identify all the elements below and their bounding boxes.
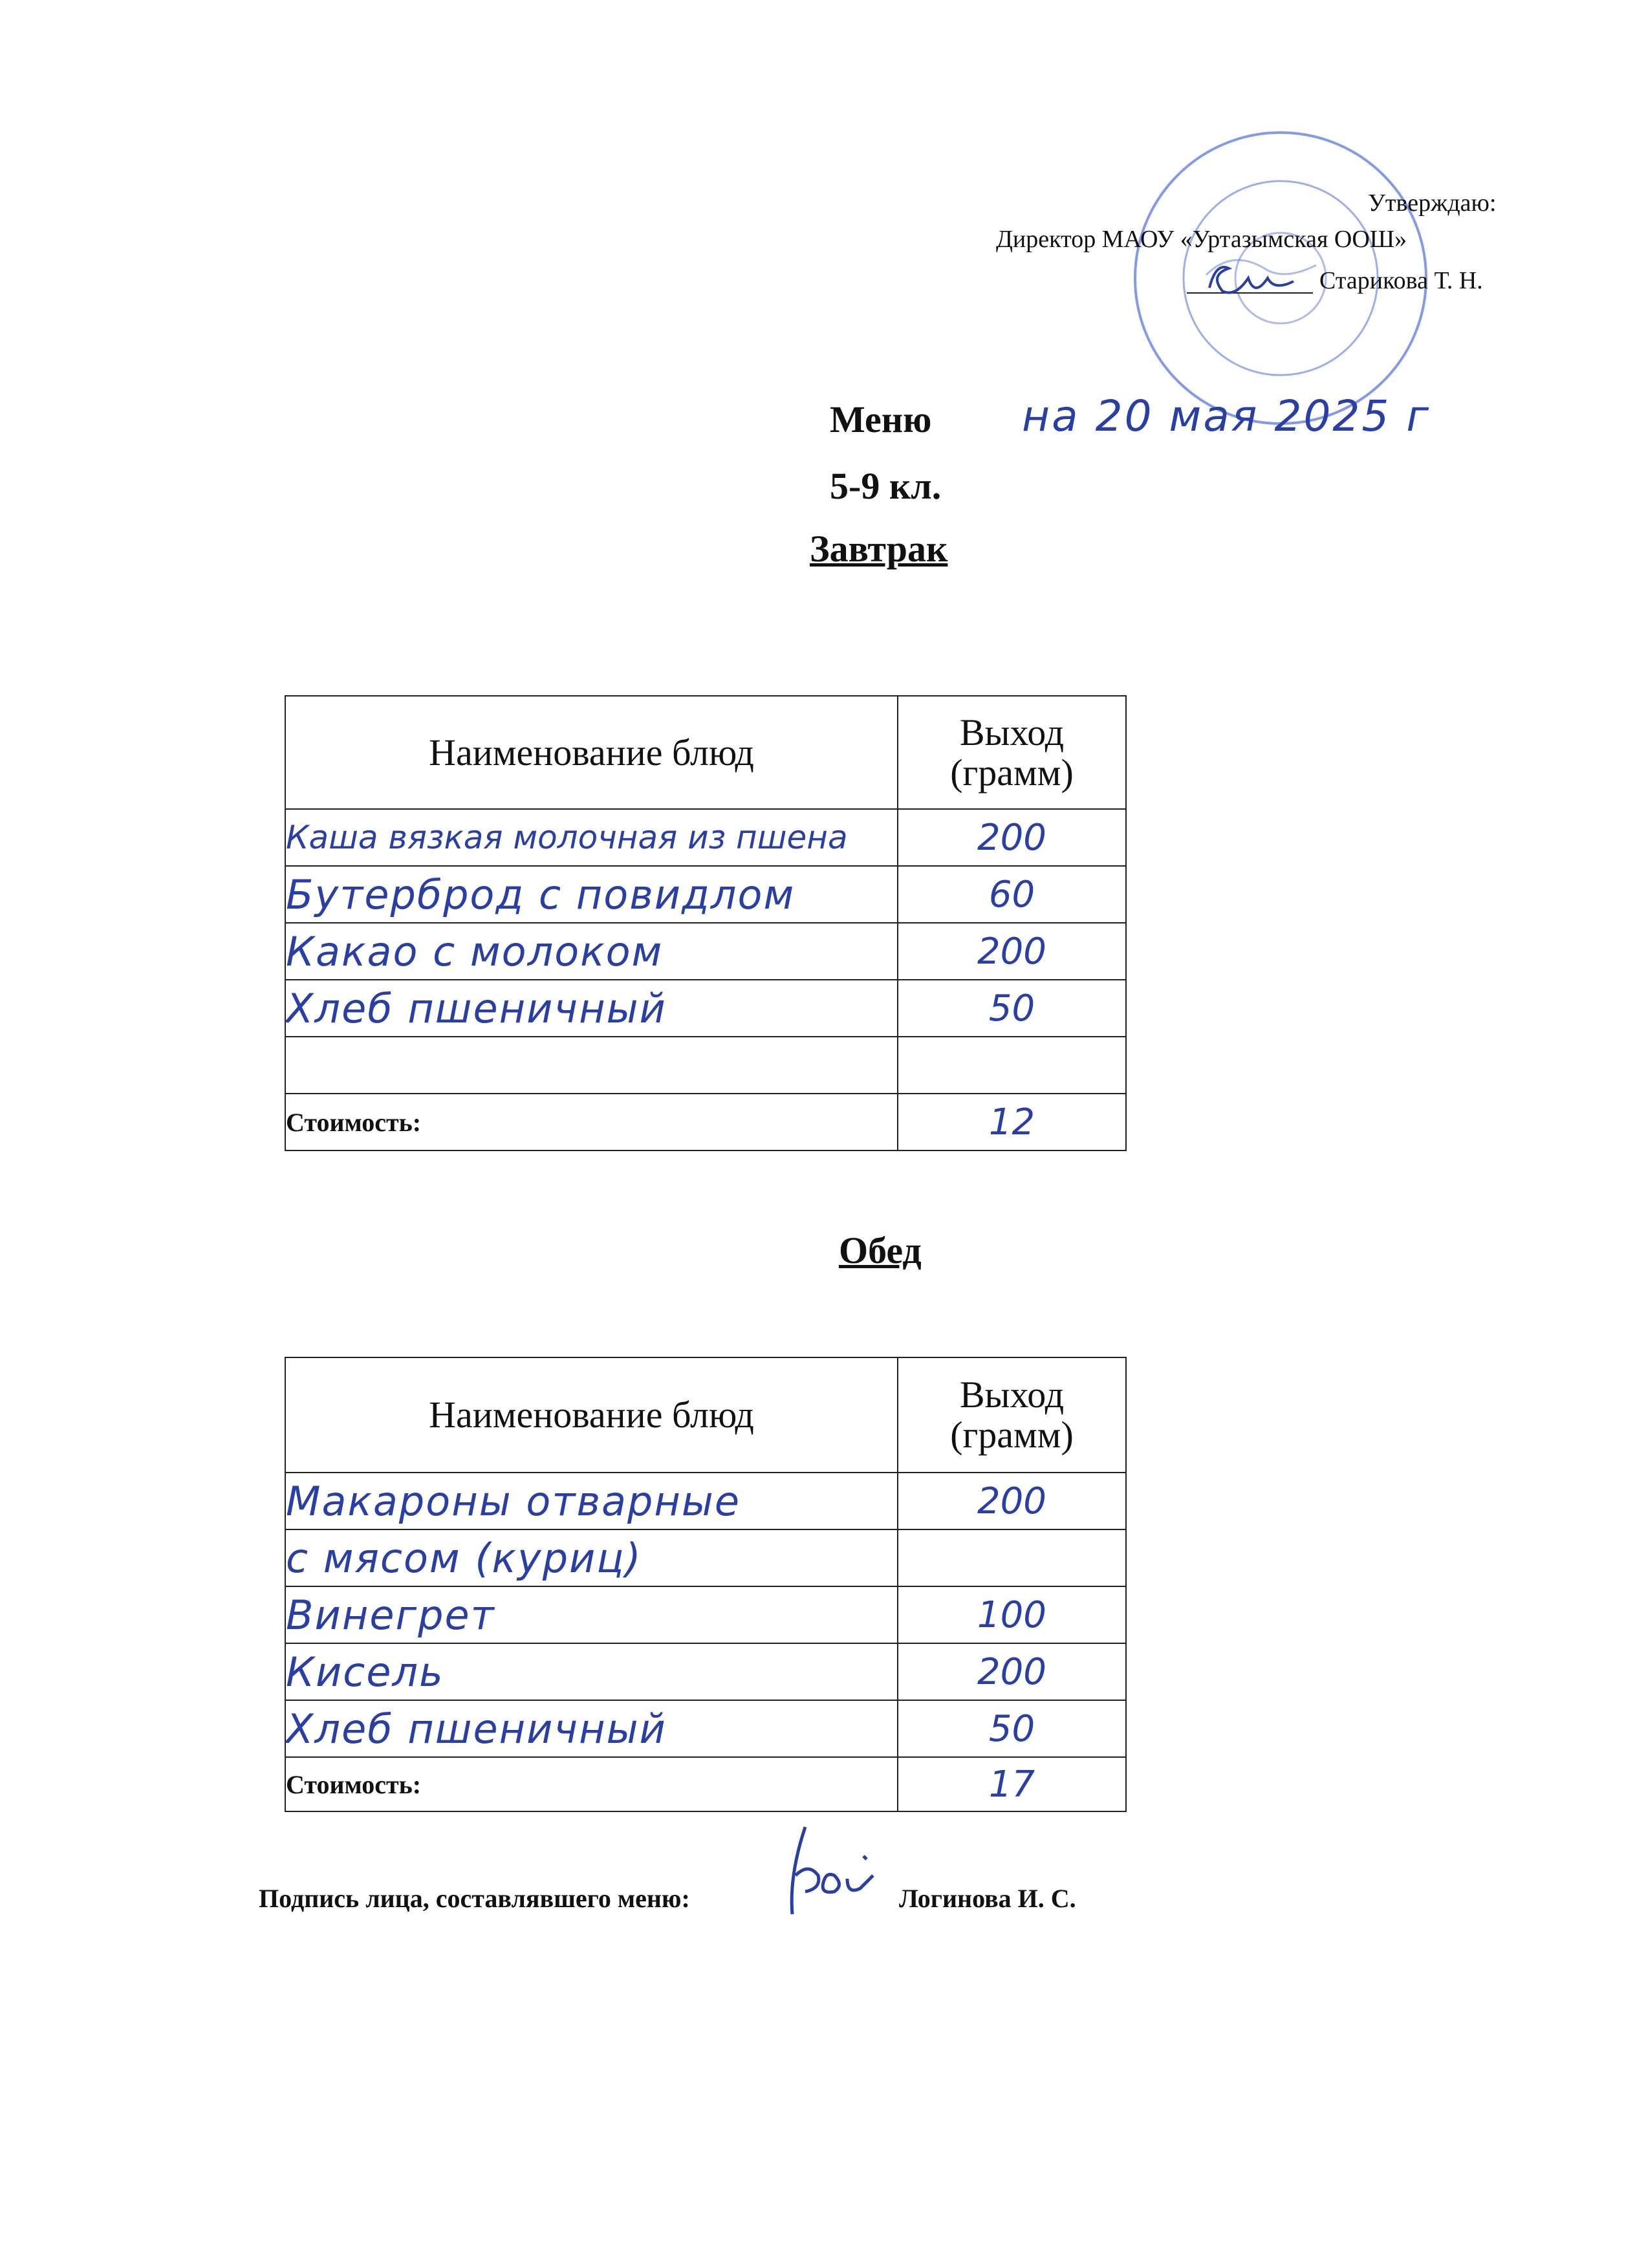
breakfast-table (285, 695, 1127, 1151)
menu-date: на 20 мая 2025 г (1022, 391, 1431, 441)
table-row (285, 809, 1126, 866)
column-header-name: Наименование блюд (285, 1357, 898, 1473)
dish-name: Каша вязкая молочная из пшена (285, 809, 898, 866)
dish-name: Какао с молоком (285, 923, 898, 980)
compiler-signature (766, 1817, 896, 1921)
dish-grams (898, 1037, 1126, 1094)
dish-name (285, 1037, 898, 1094)
dish-grams: 200 (898, 1643, 1126, 1700)
cost-label: Стоимость: (285, 1094, 898, 1150)
dish-name: Бутерброд с повидлом (285, 866, 898, 923)
table-row (285, 1700, 1126, 1757)
dish-name: Хлеб пшеничный (285, 1700, 898, 1757)
lunch-title: Обед (839, 1229, 922, 1271)
grade-label: 5-9 кл. (830, 465, 942, 507)
table-header-row (285, 696, 1126, 809)
cost-row (285, 1094, 1126, 1150)
lunch-table (285, 1357, 1127, 1812)
table-row (285, 1473, 1126, 1529)
table-row (285, 923, 1126, 980)
director-name: Старикова Т. Н. (1319, 267, 1483, 294)
column-header-output: Выход (грамм) (898, 696, 1126, 809)
table-row (285, 866, 1126, 923)
breakfast-title: Завтрак (810, 528, 948, 570)
dish-grams: 200 (898, 923, 1126, 980)
signature-label: Подпись лица, составлявшего меню: (259, 1884, 690, 1913)
table-header-row (285, 1357, 1126, 1473)
signer-name: Логинова И. С. (899, 1884, 1076, 1913)
dish-grams (898, 1529, 1126, 1586)
dish-grams: 200 (898, 1473, 1126, 1529)
column-header-output: Выход (грамм) (898, 1357, 1126, 1473)
dish-grams: 100 (898, 1586, 1126, 1643)
table-row (285, 1643, 1126, 1700)
dish-name: Винегрет (285, 1586, 898, 1643)
dish-grams: 200 (898, 809, 1126, 866)
cost-value: 17 (898, 1757, 1126, 1811)
cost-row (285, 1757, 1126, 1811)
dish-name: Хлеб пшеничный (285, 980, 898, 1037)
cost-label: Стоимость: (285, 1757, 898, 1811)
table-row (285, 1586, 1126, 1643)
table-row (285, 1037, 1126, 1094)
table-row (285, 1529, 1126, 1586)
column-header-name: Наименование блюд (285, 696, 898, 809)
dish-grams: 50 (898, 980, 1126, 1037)
dish-grams: 60 (898, 866, 1126, 923)
dish-grams: 50 (898, 1700, 1126, 1757)
table-row (285, 980, 1126, 1037)
dish-name: Кисель (285, 1643, 898, 1700)
cost-value: 12 (898, 1094, 1126, 1150)
menu-title: Меню (830, 398, 932, 440)
approval-label: Утверждаю: (1368, 189, 1497, 217)
director-position: Директор МАОУ «Уртазымская ООШ» (996, 226, 1407, 253)
dish-name: Макароны отварные (285, 1473, 898, 1529)
dish-name: с мясом (куриц) (285, 1529, 898, 1586)
director-signature (1196, 243, 1326, 307)
